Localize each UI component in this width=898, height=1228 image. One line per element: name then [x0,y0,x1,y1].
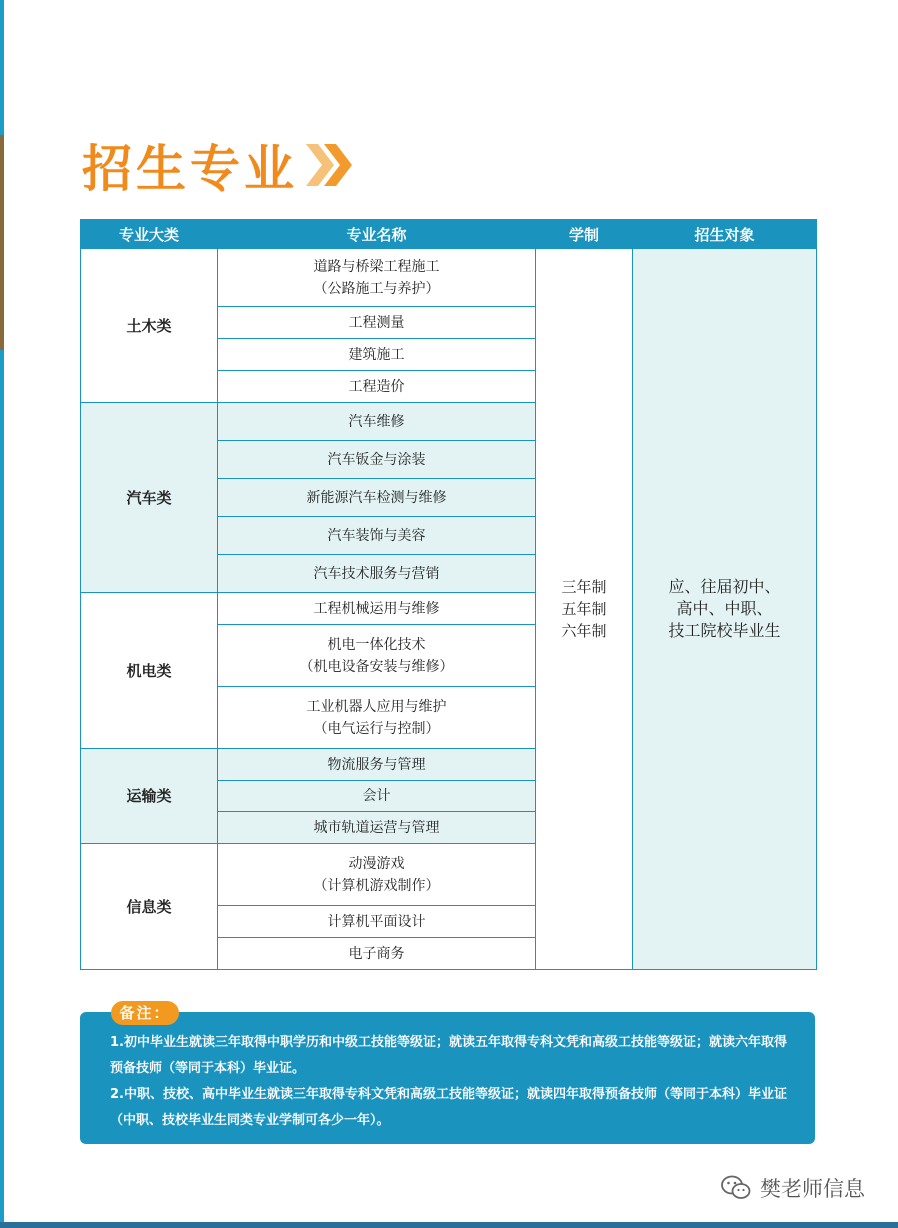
major-cell [218,687,536,749]
major-cell: 汽车维修 [218,403,536,441]
table-header-row [81,220,817,249]
major-line: 道路与桥梁工程施工 [313,258,440,275]
header-category: 专业大类 [81,220,218,249]
major-line: 工业机器人应用与维护 [306,698,447,715]
bottom-edge-bar [0,1222,898,1228]
duration-six-year: 六年制 [561,622,607,640]
major-line: （计算机游戏制作） [313,877,440,894]
double-chevron-icon [304,140,358,190]
major-cell [218,249,536,307]
major-cell [218,625,536,687]
category-automotive: 汽车类 [81,403,218,593]
target-cell [633,249,817,970]
note-line-2: 2.中职、技校、高中毕业生就读三年取得专科文凭和高级工技能等级证；就读四年取得预备技师（等同于本科）毕业证（中职、技校毕业生同类专业学制可各少一年）。 [110,1087,787,1128]
major-line: （电气运行与控制） [313,720,440,737]
header-target: 招生对象 [633,220,817,249]
left-edge-decoration [0,135,4,350]
major-cell: 建筑施工 [218,339,536,371]
major-cell: 汽车钣金与涂装 [218,441,536,479]
major-cell: 电子商务 [218,938,536,970]
header-major-name: 专业名称 [218,220,536,249]
category-electromechanical: 机电类 [81,593,218,749]
watermark [720,1170,865,1206]
duration-five-year: 五年制 [561,600,607,618]
major-line: 机电一体化技术 [327,636,426,653]
target-line: 应、往届初中、 [668,577,781,596]
major-cell: 城市轨道运营与管理 [218,812,536,844]
duration-three-year: 三年制 [561,578,607,596]
notes-box [80,1012,815,1144]
major-line: （公路施工与养护） [313,280,440,297]
major-cell: 汽车技术服务与营销 [218,555,536,593]
target-line: 技工院校毕业生 [668,621,781,640]
watermark-text: 樊老师信息 [760,1177,865,1201]
table-row [81,249,817,307]
major-cell [218,844,536,906]
duration-cell [536,249,633,970]
major-cell: 工程机械运用与维修 [218,593,536,625]
header-duration: 学制 [536,220,633,249]
page-title: 招生专业 [82,140,298,198]
major-cell: 计算机平面设计 [218,906,536,938]
major-cell: 会计 [218,781,536,812]
wechat-icon [720,1174,752,1202]
target-line: 高中、中职、 [676,599,773,618]
major-cell: 物流服务与管理 [218,749,536,781]
notes-label: 备注： [111,1001,179,1025]
major-line: 动漫游戏 [348,855,405,872]
major-line: （机电设备安装与维修） [299,658,454,675]
majors-table [80,219,817,970]
page-title-block [82,130,358,200]
note-line-1: 1.初中毕业生就读三年取得中职学历和中级工技能等级证；就读五年取得专科文凭和高级工技能等级证；就读六年取得预备技师（等同于本科）毕业证。 [110,1035,787,1076]
major-cell: 新能源汽车检测与维修 [218,479,536,517]
category-information: 信息类 [81,844,218,970]
major-cell: 工程造价 [218,371,536,403]
category-civil: 土木类 [81,249,218,403]
major-cell: 工程测量 [218,307,536,339]
category-transport: 运输类 [81,749,218,844]
major-cell: 汽车装饰与美容 [218,517,536,555]
